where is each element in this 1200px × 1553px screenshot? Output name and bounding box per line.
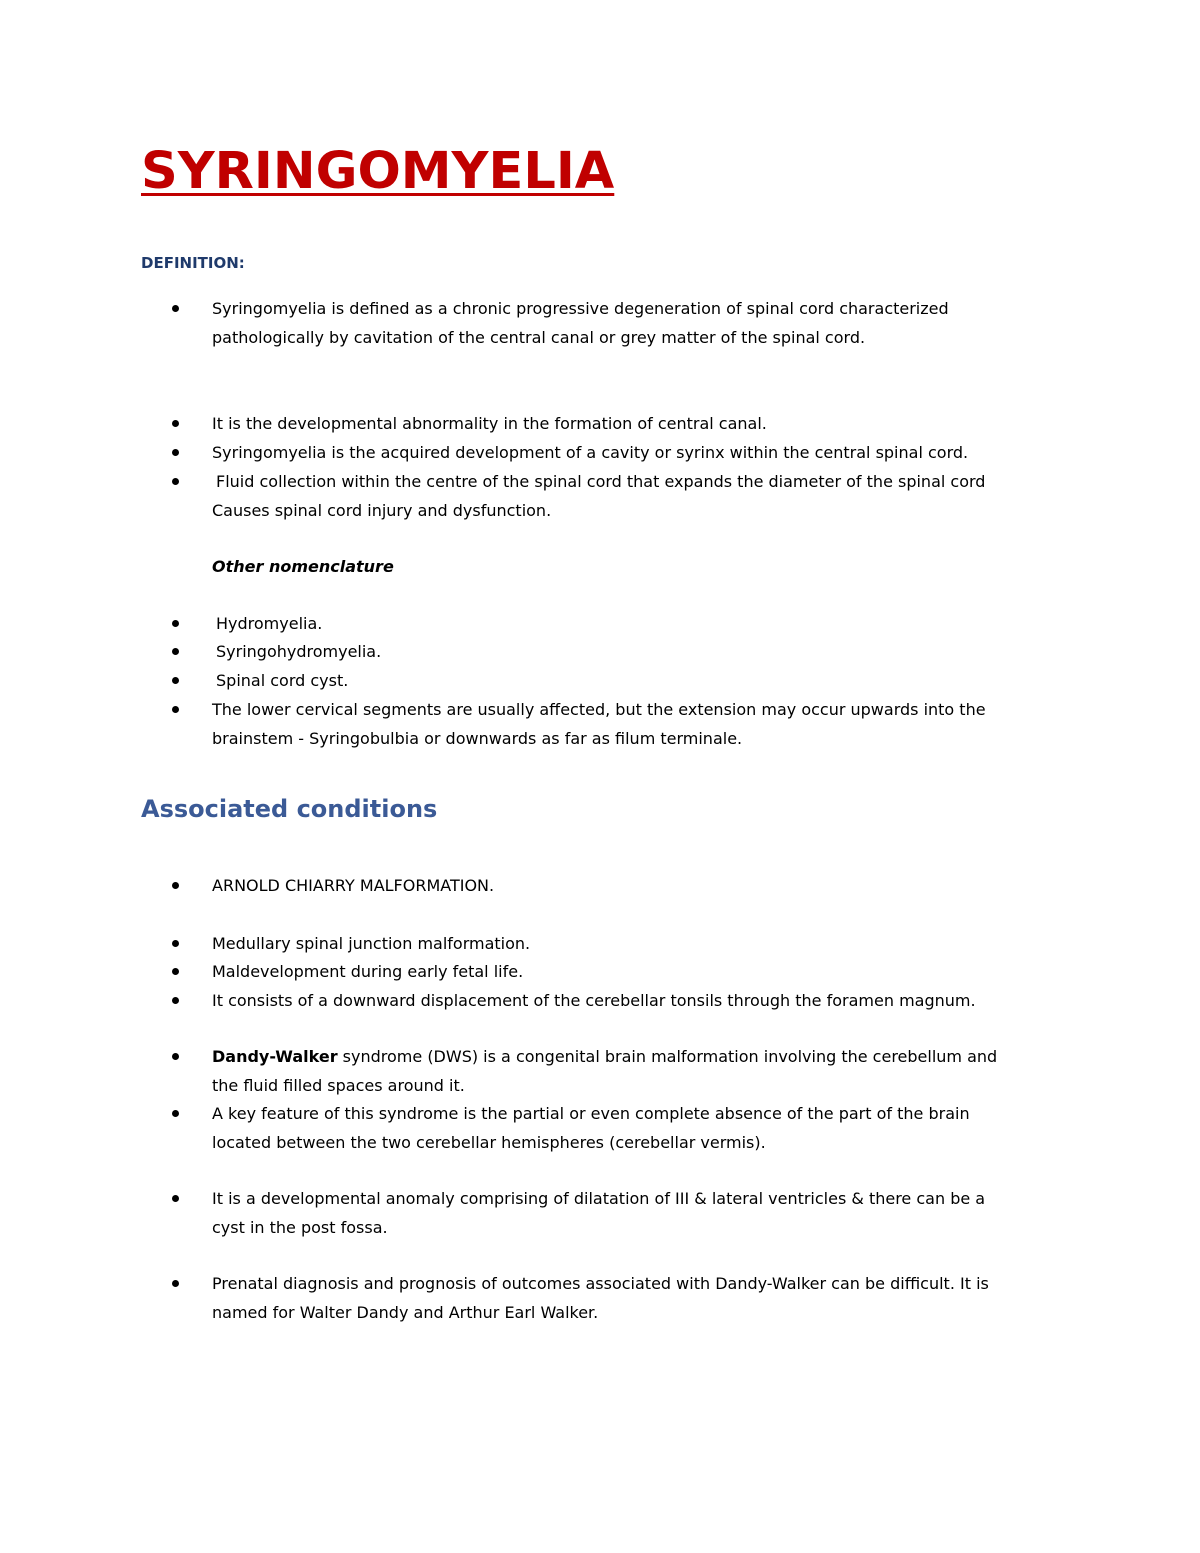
list-item <box>172 957 1072 986</box>
list-item <box>172 409 1072 438</box>
associated-conditions-heading: Associated conditions <box>141 795 438 823</box>
bullet-icon <box>172 706 179 713</box>
list-item-line: Syringohydromyelia. <box>216 642 382 661</box>
list-item-line: the fluid filled spaces around it. <box>212 1076 465 1095</box>
list-item <box>172 871 1072 900</box>
bullet-icon <box>172 620 179 627</box>
list-item-line: named for Walter Dandy and Arthur Earl Walker. <box>212 1303 599 1322</box>
list-item-line: Medullary spinal junction malformation. <box>212 934 531 953</box>
list-item-line: Prenatal diagnosis and prognosis of outcomes associated with Dandy-Walker can be difficult. It is <box>212 1274 989 1293</box>
list-item <box>172 1099 1072 1157</box>
bullet-icon <box>172 1195 179 1202</box>
list-item-line: A key feature of this syndrome is the partial or even complete absence of the part of the brain <box>212 1104 970 1123</box>
list-item-line: ARNOLD CHIARRY MALFORMATION. <box>212 876 495 895</box>
list-item <box>172 1042 1072 1100</box>
list-item <box>172 294 1072 352</box>
list-item-line: cyst in the post fossa. <box>212 1218 388 1237</box>
list-item <box>172 986 1072 1015</box>
bullet-icon <box>172 882 179 889</box>
list-item-line: located between the two cerebellar hemispheres (cerebellar vermis). <box>212 1133 766 1152</box>
list-item <box>172 695 1072 753</box>
bullet-icon <box>172 305 179 312</box>
list-item <box>172 1269 1072 1327</box>
list-item <box>172 637 1072 666</box>
bullet-icon <box>172 420 179 427</box>
list-item-line: Fluid collection within the centre of the spinal cord that expands the diameter of the spinal cord <box>216 472 986 491</box>
list-item-line-rest: syndrome (DWS) is a congenital brain malformation involving the cerebellum and <box>337 1047 998 1066</box>
list-item-line: The lower cervical segments are usually affected, but the extension may occur upwards into the <box>212 700 986 719</box>
dandy-walker-bold-term: Dandy-Walker <box>212 1047 338 1066</box>
bullet-icon <box>172 968 179 975</box>
bullet-icon <box>172 648 179 655</box>
list-item-line: It consists of a downward displacement of the cerebellar tonsils through the foramen magnum. <box>212 991 976 1010</box>
bullet-icon <box>172 1110 179 1117</box>
definition-label: DEFINITION: <box>141 254 245 272</box>
nomenclature-heading: Other nomenclature <box>212 557 394 576</box>
list-item-line: pathologically by cavitation of the central canal or grey matter of the spinal cord. <box>212 328 866 347</box>
list-item-line: It is the developmental abnormality in the formation of central canal. <box>212 414 767 433</box>
bullet-icon <box>172 1280 179 1287</box>
bullet-icon <box>172 1053 179 1060</box>
bullet-icon <box>172 997 179 1004</box>
list-item-line: Spinal cord cyst. <box>216 671 349 690</box>
list-item-line: Syringomyelia is the acquired development of a cavity or syrinx within the central spinal cord. <box>212 443 969 462</box>
bullet-icon <box>172 478 179 485</box>
list-item-line: Maldevelopment during early fetal life. <box>212 962 524 981</box>
bullet-icon <box>172 940 179 947</box>
list-item <box>172 467 1072 525</box>
list-item <box>172 609 1072 638</box>
list-item <box>172 1184 1072 1242</box>
bullet-icon <box>172 449 179 456</box>
list-item-line: Causes spinal cord injury and dysfunction. <box>212 501 552 520</box>
list-item-line <box>212 1042 1072 1071</box>
list-item-line: It is a developmental anomaly comprising of dilatation of III & lateral ventricles & there can be a <box>212 1189 986 1208</box>
list-item-line: Hydromyelia. <box>216 614 323 633</box>
list-item <box>172 929 1072 958</box>
list-item <box>172 438 1072 467</box>
page-title: SYRINGOMYELIA <box>141 142 615 201</box>
bullet-icon <box>172 677 179 684</box>
list-item <box>172 666 1072 695</box>
list-item-line: Syringomyelia is defined as a chronic progressive degeneration of spinal cord characterized <box>212 299 949 318</box>
list-item-line: brainstem - Syringobulbia or downwards as far as filum terminale. <box>212 729 743 748</box>
